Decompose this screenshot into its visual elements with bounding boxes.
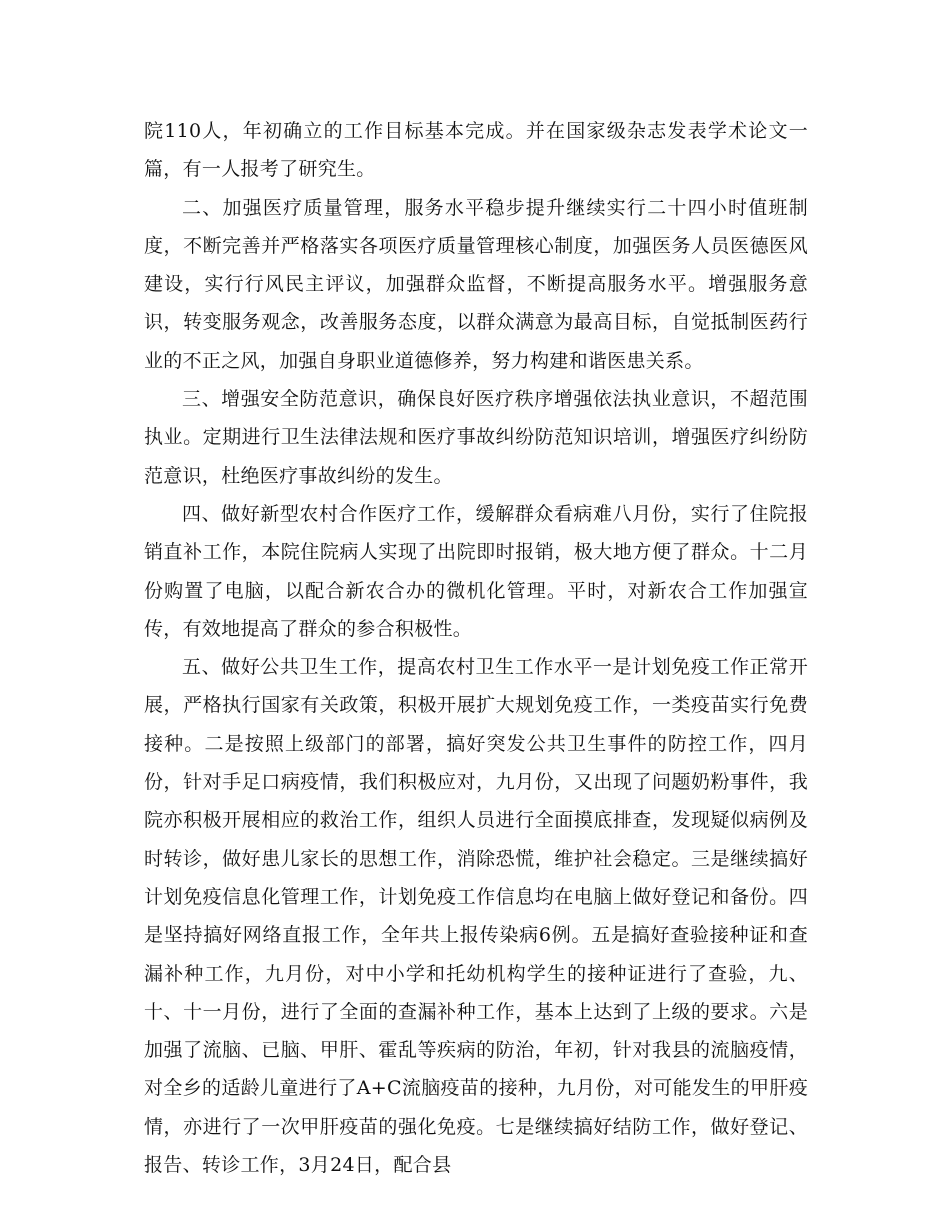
paragraph-section-3: 三、增强安全防范意识，确保良好医疗秩序增强依法执业意识，不超范围执业。定期进行卫生法律法规和医疗事故纠纷防范知识培训，增强医疗纠纷防范意识，杜绝医疗事故纠纷的发生。 xyxy=(144,388,808,487)
document-body xyxy=(144,112,808,1184)
paragraph-section-5: 五、做好公共卫生工作，提高农村卫生工作水平一是计划免疫工作正常开展，严格执行国家有关政策，积极开展扩大规划免疫工作，一类疫苗实行免费接种。二是按照上级部门的部署，搞好突发公共卫生事件的防控工作，四月份，针对手足口病疫情，我们积极应对，九月份，又出现了问题奶粉事件，我院亦积极开展相应的救治工作，组织人员进行全面摸底排查，发现疑似病例及时转诊，做好患儿家长的思想工作，消除恐慌，维护社会稳定。三是继续搞好计划免疫信息化管理工作，计划免疫工作信息均在电脑上做好登记和备份。四是坚持搞好网络直报工作，全年共上报传染病6例。五是搞好查验接种证和查漏补种工作，九月份，对中小学和托幼机构学生的接种证进行了查验，九、十、十一月份，进行了全面的查漏补种工作，基本上达到了上级的要求。六是加强了流脑、已脑、甲肝、霍乱等疾病的防治，年初，针对我县的流脑疫情，对全乡的适龄儿童进行了A+C流脑疫苗的接种，九月份，对可能发生的甲肝疫情，亦进行了一次甲肝疫苗的强化免疫。七是继续搞好结防工作，做好登记、报告、转诊工作，3月24日，配合县 xyxy=(144,656,808,1177)
paragraph-section-4: 四、做好新型农村合作医疗工作，缓解群众看病难八月份，实行了住院报销直补工作，本院住院病人实现了出院即时报销，极大地方便了群众。十二月份购置了电脑，以配合新农合办的微机化管理。平时，对新农合工作加强宣传，有效地提高了群众的参合积极性。 xyxy=(144,502,808,640)
paragraph-continuation: 院110人，年初确立的工作目标基本完成。并在国家级杂志发表学术论文一篇，有一人报考了研究生。 xyxy=(144,120,808,181)
paragraph-section-2: 二、加强医疗质量管理，服务水平稳步提升继续实行二十四小时值班制度，不断完善并严格落实各项医疗质量管理核心制度，加强医务人员医德医风建设，实行行风民主评议，加强群众监督，不断提高服务水平。增强服务意识，转变服务观念，改善服务态度，以群众满意为最高目标，自觉抵制医药行业的不正之风，加强自身职业道德修养，努力构建和谐医患关系。 xyxy=(144,196,808,372)
